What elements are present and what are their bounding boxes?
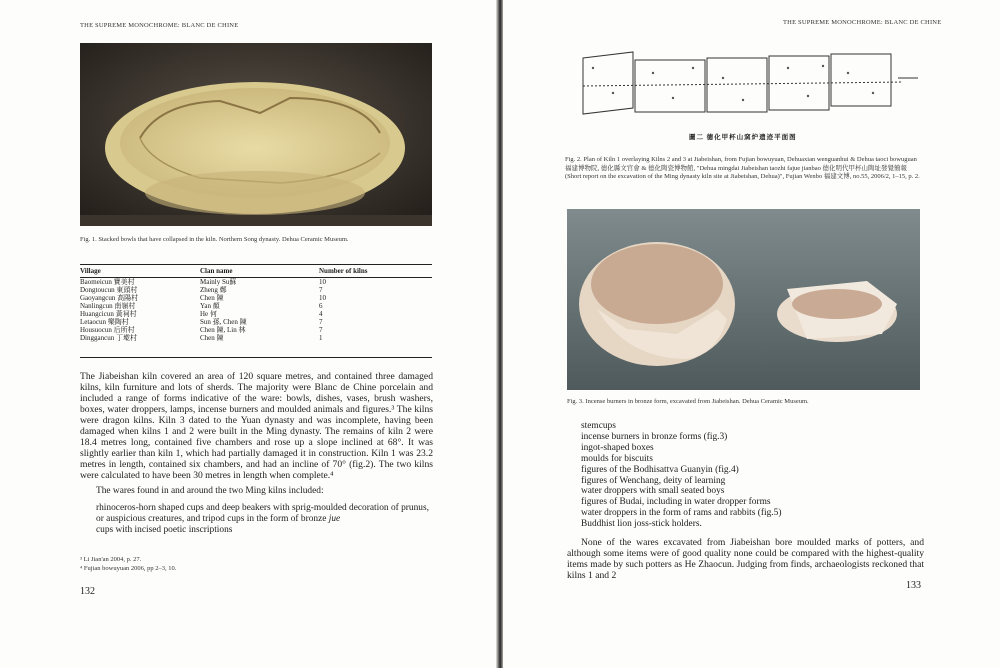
table-row	[80, 294, 432, 302]
cell-clan: Zheng 鄭	[200, 286, 227, 294]
body-paragraph-right: None of the wares excavated from Jiabeishan bore moulded marks of potters, and although some items were of good quality none could be compared with the highest-quality items made by such potters as He Zhaocun. Judging from finds, archaeologists reckoned that kilns 1 and 2	[567, 537, 924, 581]
cell-clan: Chen 陳	[200, 294, 224, 302]
cell-village: Huangcicun 黃祠村	[80, 310, 137, 318]
table-row	[80, 302, 432, 310]
table-row	[80, 278, 432, 287]
list-item: water droppers with small seated boys	[581, 486, 725, 497]
table-row	[80, 326, 432, 334]
cell-clan: Mainly Su蘇	[200, 278, 237, 286]
running-head-right: THE SUPREME MONOCHROME: BLANC DE CHINE	[783, 19, 942, 26]
fig1-caption: Fig. 1. Stacked bowls that have collapsed in the kiln. Northern Song dynasty. Dehua Ceramic Museum.	[80, 236, 349, 243]
cell-kilns: 1	[319, 334, 323, 342]
cell-clan: Chen 陳	[200, 334, 224, 342]
list-item: water droppers in the form of rams and rabbits (fig.5)	[581, 508, 782, 519]
table-bottom-rule	[80, 357, 432, 358]
page-number-left: 132	[80, 586, 95, 597]
list-item: figures of Budai, including in water dropper forms	[581, 497, 771, 508]
list-item: stemcups	[581, 421, 616, 431]
fig2-plan-title: 圖二 德化甲杯山窯炉遗迹平面图	[689, 134, 797, 141]
table-row	[80, 334, 432, 344]
list-item: Buddhist lion joss-stick holders.	[581, 519, 702, 530]
ware-item-1	[96, 503, 436, 525]
right-page	[503, 0, 1000, 668]
header-clan-name: Clan name	[200, 267, 233, 275]
cell-kilns: 4	[319, 310, 323, 318]
table-row	[80, 310, 432, 318]
kilns-table	[80, 264, 432, 344]
cell-kilns: 10	[319, 278, 326, 286]
left-page	[0, 0, 498, 668]
cell-village: Gaoyangcun 高陽村	[80, 294, 139, 302]
ware-item-1-text: rhinoceros-horn shaped cups and deep beakers with sprig-moulded decoration of prunus, or auspicious creatures, and tripod cups in the form of bronze	[96, 503, 429, 524]
cell-village: Baomeicun 寶美村	[80, 278, 135, 286]
cell-village: Letaocun 樂陶村	[80, 318, 129, 326]
list-item: figures of Wenchang, deity of learning	[581, 475, 726, 486]
ware-item-2: cups with incised poetic inscriptions	[96, 525, 233, 535]
header-number-of-kilns: Number of kilns	[319, 267, 368, 275]
fig3-photo-incense-burners	[567, 209, 920, 390]
cell-kilns: 7	[319, 286, 323, 294]
footnote-4: ⁴ Fujian bowuyuan 2006, pp 2–3, 10.	[80, 565, 177, 572]
body-paragraph-1	[80, 371, 433, 481]
page-number-right: 133	[906, 580, 921, 591]
table-row	[80, 318, 432, 326]
body-paragraph-2: The wares found in and around the two Ming kilns included:	[96, 486, 324, 496]
cell-kilns: 6	[319, 302, 323, 310]
ware-list	[581, 421, 921, 530]
cell-clan: Chen 陳, Lin 林	[200, 326, 246, 334]
ware-item-1-italic: jue	[328, 514, 341, 524]
list-item: moulds for biscuits	[581, 453, 653, 464]
fig3-caption: Fig. 3. Incense burners in bronze form, excavated from Jiabeishan. Dehua Ceramic Museum.	[567, 398, 809, 405]
cell-clan: Sun 孫, Chen 陳	[200, 318, 247, 326]
cell-kilns: 7	[319, 318, 323, 326]
fig1-photo-stacked-bowls	[80, 43, 432, 226]
cell-kilns: 10	[319, 294, 326, 302]
cell-village: Dongtoucun 東頭村	[80, 286, 138, 294]
cell-village: Dinggancun 丁墘村	[80, 334, 137, 342]
table-row	[80, 286, 432, 294]
cell-village: Housuocun 后所村	[80, 326, 135, 334]
header-village: Village	[80, 267, 101, 275]
fig2-caption: Fig. 2. Plan of Kiln 1 overlaying Kilns 2 and 3 at Jiabeishan, from Fujian bowuyuan, Dehuaxian wenguanhui & Dehua taoci bowuguan 福建博物院, 德化縣文官會 & 德化陶瓷博物館, "Dehua mingdai Jiabeishan taozhi fajue jianbao 德化明代甲杯山陶址發覺簡報 (Short report on the excavation of the Ming dynasty kiln site at Jiabeishan, Dehua)", Fujian Wenbo 福建文博, no.55, 2006/2, 1–15, p. 2.	[565, 156, 920, 180]
paragraph-kiln-description: The Jiabeishan kiln covered an area of 120 square metres, and contained three damaged kilns, kiln furniture and lots of sherds. The majority were Blanc de Chine porcelain and included a range of forms indicative of the ware: bowls, dishes, vases, brush washers, boxes, water droppers, lamps, incense burners and moulded animals and figures.³ The kilns were dragon kilns. Kiln 3 dated to the Yuan dynasty and was incomplete, having been damaged when kilns 1 and 2 were built in the Ming dynasty. The remains of kiln 2 were 18.4 metres long, contained five chambers and rose up a slope inclined at 68°. It was slightly earlier than kiln 1, which had partially damaged it in construction. Kiln 1 was 23.2 metres in length, contained six chambers, and had an incline of 70° (fig.2). The two kilns were calculated to have been 30 metres in length when complete.⁴	[80, 371, 433, 481]
list-item: figures of the Bodhisattva Guanyin (fig.4)	[581, 464, 739, 475]
cell-clan: Yan 顏	[200, 302, 220, 310]
fig2-kiln-plan-drawing	[573, 38, 925, 124]
cell-kilns: 7	[319, 326, 323, 334]
footnote-3: ³ Li Jian'an 2004, p. 27.	[80, 556, 142, 563]
running-head-left: THE SUPREME MONOCHROME: BLANC DE CHINE	[80, 22, 239, 29]
list-item: incense burners in bronze forms (fig.3)	[581, 431, 728, 442]
cell-clan: He 何	[200, 310, 217, 318]
cell-village: Nanlingcun 南嶺村	[80, 302, 136, 310]
table-header-row	[80, 265, 432, 278]
list-item: ingot-shaped boxes	[581, 442, 654, 453]
